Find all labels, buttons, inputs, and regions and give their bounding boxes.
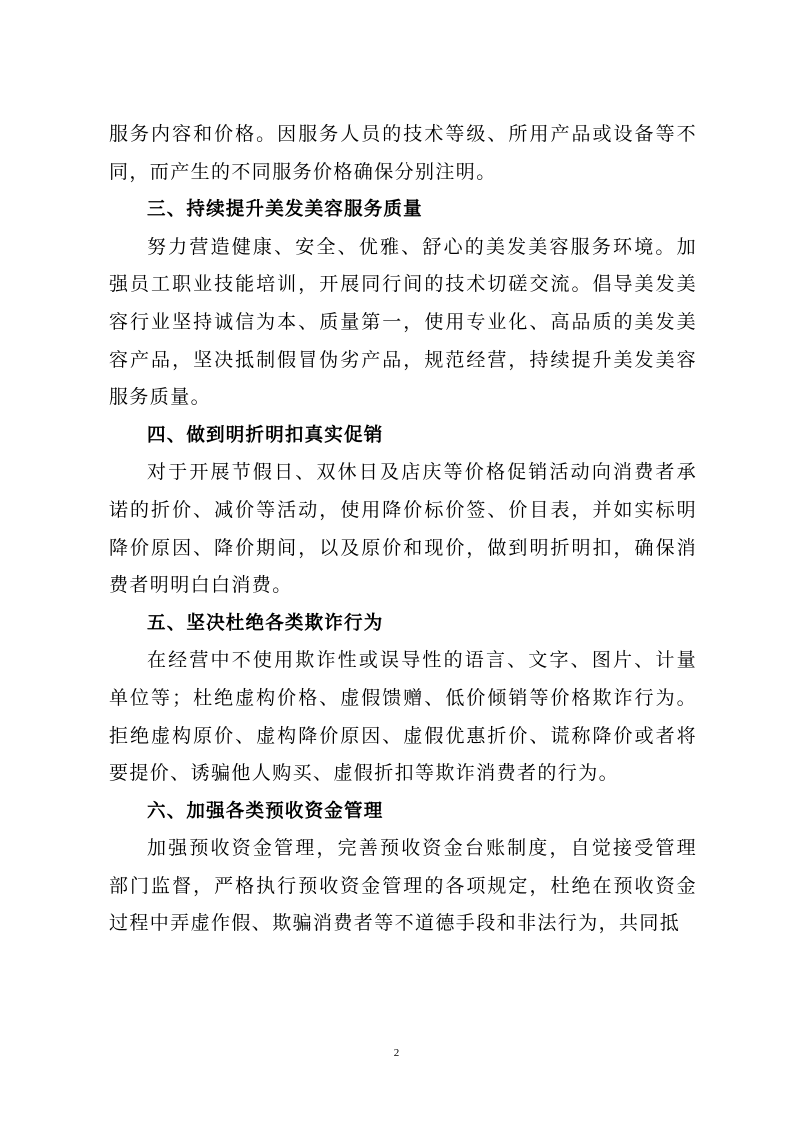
- page-number: 2: [393, 1047, 400, 1059]
- heading-section-3: 三、持续提升美发美容服务质量: [147, 199, 423, 221]
- paragraph-service-quality: 努力营造健康、安全、优雅、舒心的美发美容服务环境。加强员工职业技能培训，开展同行间的技术切磋交流。倡导美发美容行业坚持诚信为本、质量第一，使用专业化、高品质的美发美容产品，坚决抵制假冒伪劣产品，规范经营，持续提升美发美容服务质量。: [109, 235, 697, 409]
- heading-section-4: 四、做到明折明扣真实促销: [147, 424, 384, 446]
- paragraph-prepaid-funds: 加强预收资金管理，完善预收资金台账制度，自觉接受管理部门监督，严格执行预收资金管理的各项规定，杜绝在预收资金过程中弄虚作假、欺骗消费者等不道德手段和非法行为，共同抵: [109, 837, 697, 935]
- paragraph-fraud: 在经营中不使用欺诈性或误导性的语言、文字、图片、计量单位等；杜绝虚构价格、虚假馈赠、低价倾销等价格欺诈行为。拒绝虚构原价、虚构降价原因、虚假优惠折价、谎称降价或者将要提价、诱骗他人购买、虚假折扣等欺诈消费者的行为。: [109, 649, 697, 785]
- paragraph-promotions: 对于开展节假日、双休日及店庆等价格促销活动向消费者承诺的折价、减价等活动，使用降价标价签、价目表，并如实标明降价原因、降价期间，以及原价和现价，做到明折明扣，确保消费者明明白白消费。: [109, 461, 697, 597]
- paragraph-service-content: 服务内容和价格。因服务人员的技术等级、所用产品或设备等不同，而产生的不同服务价格确保分别注明。: [109, 123, 697, 183]
- document-body: [109, 116, 697, 943]
- heading-section-6: 六、加强各类预收资金管理: [147, 800, 384, 822]
- heading-section-5: 五、坚决杜绝各类欺诈行为: [147, 612, 384, 634]
